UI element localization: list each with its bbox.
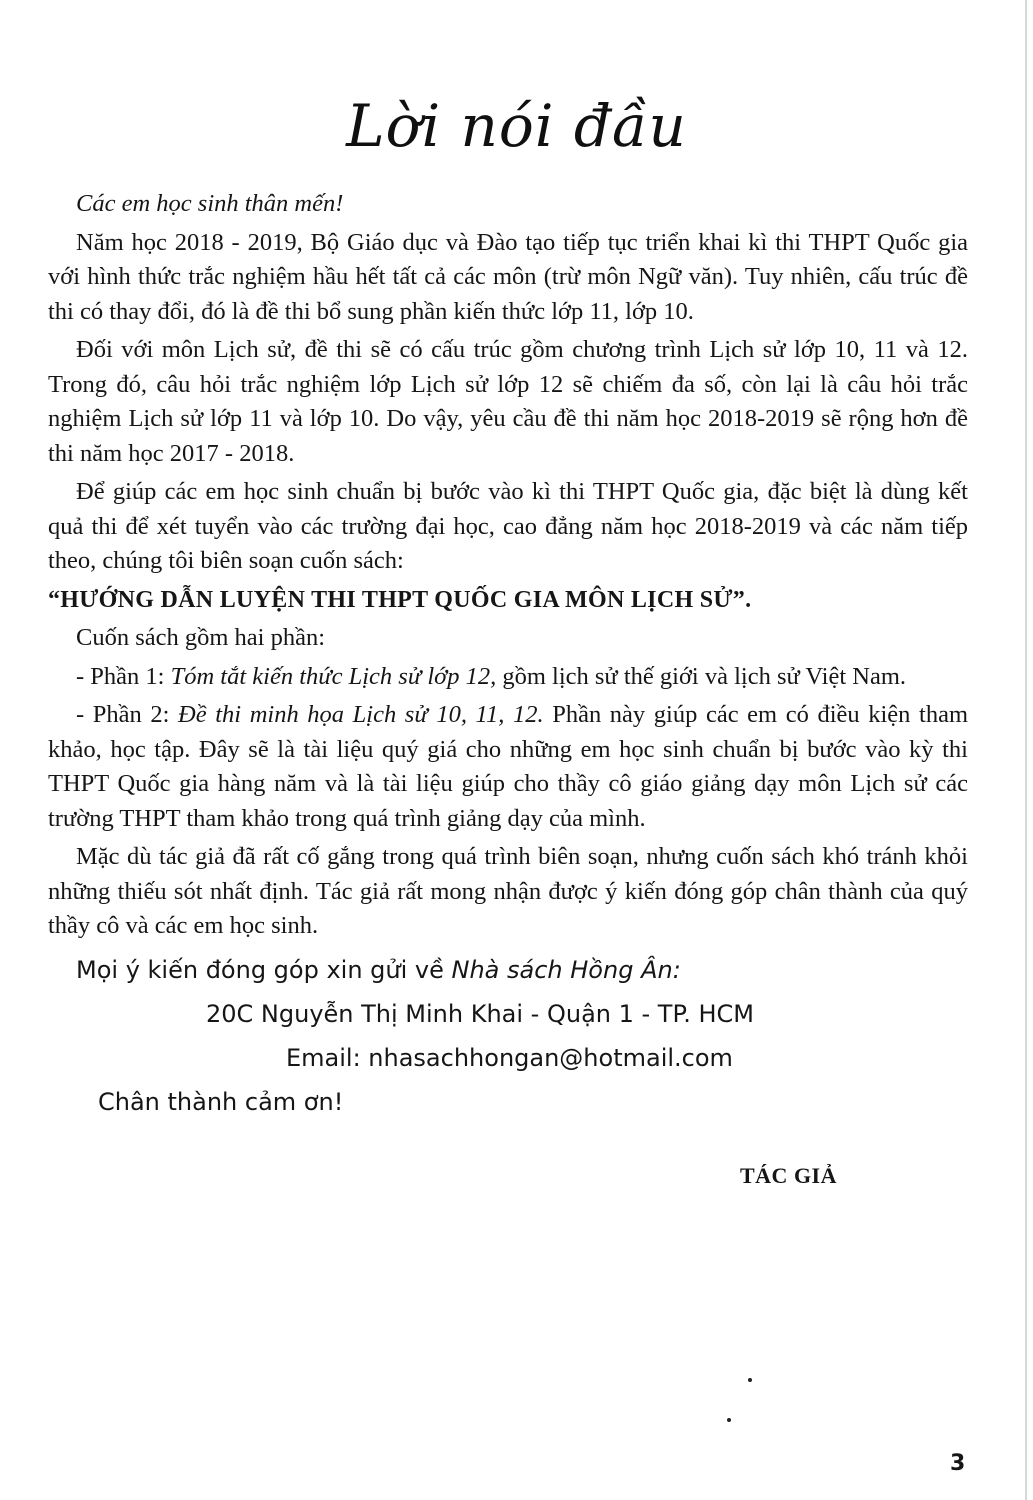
paragraph-purpose: Để giúp các em học sinh chuẩn bị bước vào kì thi THPT Quốc gia, đặc biệt là dùng kết quả thi để xét tuyển vào các trường đại học, cao đẳng năm học 2018-2019 và các năm tiếp theo, chúng tôi biên soạn cuốn sách: [48,478,968,574]
part-1-title: Tóm tắt kiến thức Lịch sử lớp 12, [170,662,497,690]
publisher-address: 20C Nguyễn Thị Minh Khai - Quận 1 - TP. HCM [206,999,754,1028]
paragraph-exam-year: Năm học 2018 - 2019, Bộ Giáo dục và Đào tạo tiếp tục triển khai kì thi THPT Quốc gia với hình thức trắc nghiệm hầu hết tất cả các môn (trừ môn Ngữ văn). Tuy nhiên, cấu trúc đề thi có thay đổi, đó là đề thi bổ sung phần kiến thức lớp 11, lớp 10. [48,228,968,325]
publisher-email: Email: nhasachhongan@hotmail.com [286,1043,733,1072]
paragraph-part-2 [48,698,968,836]
paragraph-apology: Mặc dù tác giả đã rất cố gắng trong quá trình biên soạn, nhưng cuốn sách khó tránh khỏi những thiếu sót nhất định. Tác giả rất mong nhận được ý kiến đóng góp chân thành của quý thầy cô và các em học sinh. [48,843,968,939]
paragraph-history-structure: Đối với môn Lịch sử, đề thi sẽ có cấu trúc gồm chương trình Lịch sử lớp 10, 11 và 12. Trong đó, câu hỏi trắc nghiệm lớp Lịch sử lớp 12 sẽ chiếm đa số, còn lại là câu hỏi trắc nghiệm Lịch sử lớp 11 và lớp 10. Do vậy, yêu cầu đề thi năm học 2018-2019 sẽ rộng hơn đề thi năm học 2017 - 2018. [48,336,968,467]
page-title: Lời nói đầu [346,92,687,160]
part-1-description: gồm lịch sử thế giới và lịch sử Việt Nam. [496,662,907,690]
part-2-title: Đề thi minh họa Lịch sử 10, 11, 12. [178,701,544,728]
page-edge-line [1025,0,1027,1500]
book-title: “HƯỚNG DẪN LUYỆN THI THPT QUỐC GIA MÔN LỊCH SỬ”. [48,586,752,613]
thanks-line: Chân thành cảm ơn! [98,1087,344,1116]
paragraph-part-1 [48,660,968,695]
paragraph-contents-intro: Cuốn sách gồm hai phần: [76,624,326,651]
publisher-name: Nhà sách Hồng Ân: [451,955,681,984]
page-number: 3 [950,1451,966,1476]
preface-body [48,187,968,1126]
print-speck [748,1378,752,1382]
part-2-description: Phần này giúp các em có điều kiện tham khảo, học tập. Đây sẽ là tài liệu quý giá cho những em học sinh chuẩn bị bước vào kỳ thi THPT Quốc gia hàng năm và là tài liệu giúp cho thầy cô giáo giảng dạy môn Lịch sử các trường THPT tham khảo trong quá trình giảng dạy của mình. [48,701,969,832]
greeting: Các em học sinh thân mến! [76,190,344,217]
author-signature: TÁC GIẢ [740,1163,838,1188]
contact-intro-text: Mọi ý kiến đóng góp xin gửi về [76,955,452,984]
part-2-prefix: - Phần 2: [76,701,179,728]
part-1-prefix: - Phần 1: [76,662,171,690]
contact-intro [48,950,968,990]
print-speck [727,1418,731,1422]
